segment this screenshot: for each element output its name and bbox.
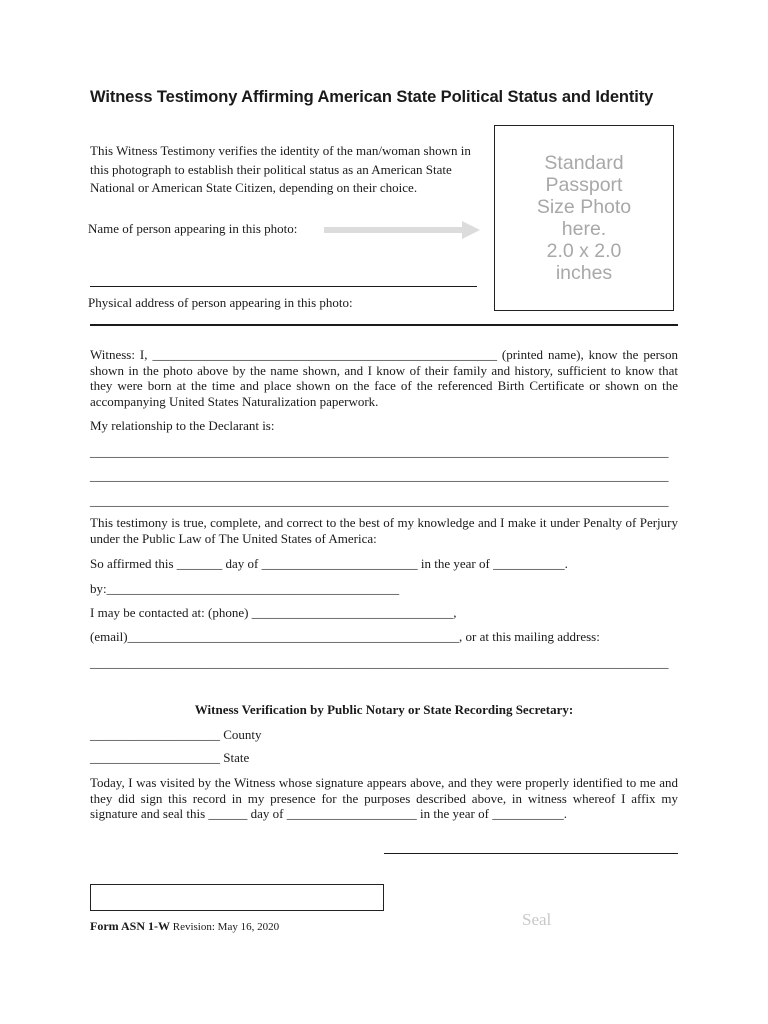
relationship-line-2[interactable]: _________________________________________________________________________________________ [90,468,669,483]
seal-label: Seal [522,910,552,929]
section-divider [90,324,678,326]
county-line[interactable]: ____________________ County [90,727,262,742]
name-label: Name of person appearing in this photo: [88,221,298,236]
form-identifier [90,919,279,934]
photo-placeholder-text: Standard Passport Size Photo here. 2.0 x 2.0 inches [536,152,632,284]
relationship-label: My relationship to the Declarant is: [90,418,275,433]
testimony-paragraph: This testimony is true, complete, and correct to the best of my knowledge and I make it under Penalty of Perjury under the Public Law of The United States of America: [90,515,678,546]
notary-stamp-box[interactable] [90,884,384,911]
arrow-right-icon [322,219,482,241]
notary-signature-line[interactable] [384,853,678,854]
form-name: Form ASN 1-W [90,919,170,933]
page-title: Witness Testimony Affirming American State Political Status and Identity [90,88,654,106]
email-line[interactable]: (email)___________________________________________________, or at this mailing address: [90,629,600,644]
intro-paragraph: This Witness Testimony verifies the identity of the man/woman shown in this photograph to establish their political status as an American State National or American State Citizen, depending on their choice. [90,143,471,195]
address-label: Physical address of person appearing in this photo: [88,295,353,310]
photo-placeholder-box[interactable] [494,125,674,311]
affirmed-line[interactable]: So affirmed this _______ day of ________________________ in the year of ___________. [90,556,568,571]
phone-line[interactable]: I may be contacted at: (phone) _______________________________, [90,605,457,620]
mailing-address-line[interactable]: _________________________________________________________________________________________ [90,655,669,670]
relationship-line-3[interactable]: _________________________________________________________________________________________ [90,493,669,508]
revision-date: Revision: May 16, 2020 [172,921,280,933]
name-field-line[interactable] [90,286,477,287]
notary-statement: Today, I was visited by the Witness whose signature appears above, and they were properly identified to me and they did sign this record in my presence for the purposes described above, in witness whereof I affix my signature and seal this ______ day of ____________________ in the year of ___________. [90,775,678,821]
witness-statement: Witness: I, _____________________________________________________ (printed name), know the person shown in the photo above by the name shown, and I know of their family and history, sufficient to know that they were born at the time and place shown on the face of the referenced Birth Certificate or shown on the accompanying United States Naturalization paperwork. [90,347,678,409]
verification-heading: Witness Verification by Public Notary or State Recording Secretary: [194,702,574,717]
relationship-line-1[interactable]: _________________________________________________________________________________________ [90,444,669,459]
signature-by-line[interactable]: by:_____________________________________________ [90,581,400,596]
state-line[interactable]: ____________________ State [90,750,250,765]
